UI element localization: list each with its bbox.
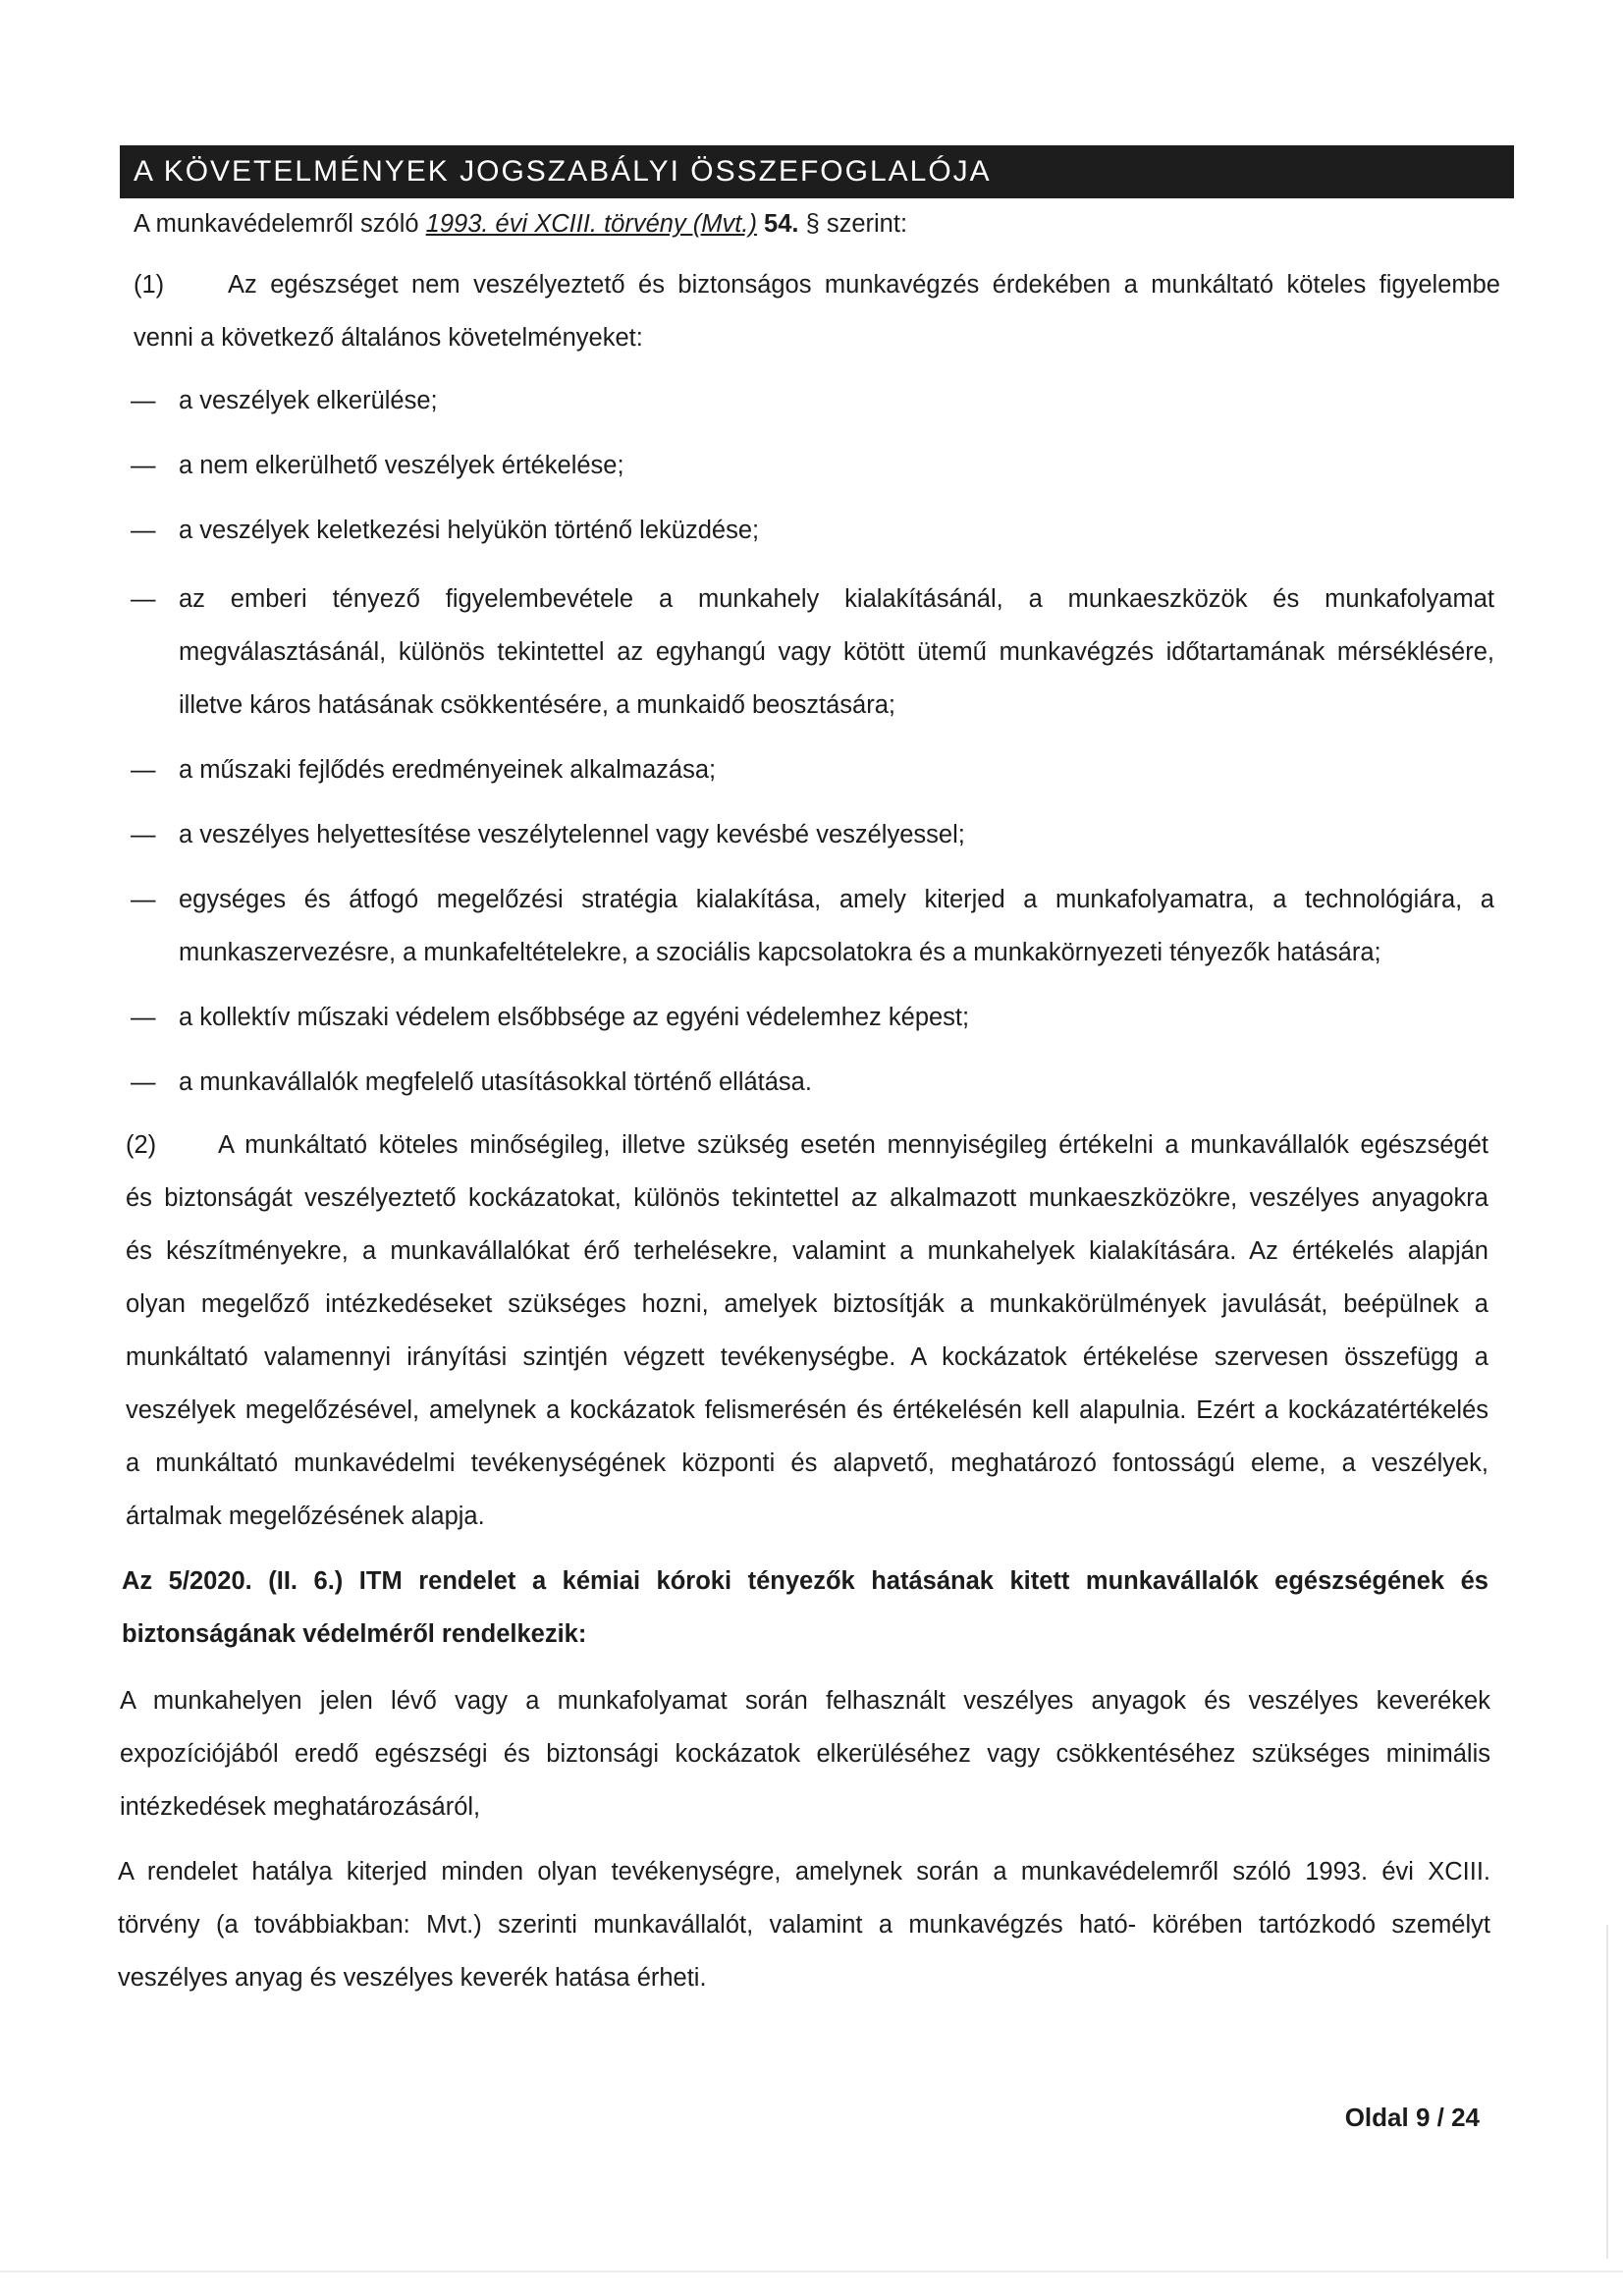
list-item-text: a veszélyek elkerülése;	[179, 387, 438, 414]
decree-paragraph-line: A munkahelyen jelen lévő vagy a munkafolyamat során felhasznált veszélyes anyagok és veszélyes keverékek	[120, 1687, 1490, 1715]
decree-heading: Az 5/2020. (II. 6.) ITM rendelet a kémiai kóroki tényezők hatásának kitett munkavállalók egészségének és	[122, 1567, 1488, 1595]
list-item-text: egységes és átfogó megelőzési stratégia kialakítása, amely kiterjed a munkafolyamatra, a technológiára, a	[179, 886, 1494, 913]
paragraph-2-number: (2)	[126, 1131, 157, 1159]
dash-bullet: —	[131, 452, 156, 479]
intro-after: § szerint:	[798, 210, 908, 238]
dash-bullet: —	[131, 517, 156, 544]
list-item-text: a kollektív műszaki védelem elsőbbsége az egyéni védelemhez képest;	[179, 1004, 970, 1031]
paragraph-2-line: veszélyek megelőzésével, amelynek a kockázatok felismerésén és értékelésén kell alapulnia. Ezért a kockázatértékelés	[126, 1396, 1488, 1424]
law-reference-link[interactable]: 1993. évi XCIII. törvény (Mvt.)	[425, 210, 757, 238]
list-item-text: a munkavállalók megfelelő utasításokkal történő ellátása.	[179, 1068, 812, 1096]
intro-before: A munkavédelemről szóló	[134, 210, 426, 238]
dash-bullet: —	[131, 1004, 156, 1031]
scope-paragraph-line: veszélyes anyag és veszélyes keverék hatása érheti.	[118, 1964, 707, 1992]
paragraph-2-line: olyan megelőző intézkedéseket szükséges hozni, amelyek biztosítják a munkakörülmények javulását, beépülnek a	[126, 1290, 1488, 1318]
list-item-text: a veszélyes helyettesítése veszélytelennel vagy kevésbé veszélyessel;	[179, 821, 965, 848]
list-item-text: az emberi tényező figyelembevétele a munkahely kialakításánál, a munkaeszközök és munkafolyamat	[179, 585, 1494, 613]
section-number: 54.	[756, 210, 799, 238]
paragraph-2-line: és készítményekre, a munkavállalókat érő terhelésekre, valamint a munkahelyek kialakítására. Az értékelés alapján	[126, 1237, 1488, 1265]
paragraph-1-line: venni a következő általános követelményeket:	[134, 324, 643, 352]
paragraph-2-line: és biztonságát veszélyeztető kockázatokat, különös tekintettel az alkalmazott munkaeszközökre, veszélyes anyagokra	[126, 1184, 1488, 1212]
paragraph-2-line: A munkáltató köteles minőségileg, illetve szükség esetén mennyiségileg értékelni a munkavállalók egészségét	[218, 1131, 1488, 1159]
scope-paragraph-line: törvény (a továbbiakban: Mvt.) szerinti munkavállalót, valamint a munkavégzés ható- körében tartózkodó személyt	[118, 1911, 1490, 1939]
dash-bullet: —	[131, 1068, 156, 1096]
list-item-text: a nem elkerülhető veszélyek értékelése;	[179, 452, 624, 479]
list-item-text: munkaszervezésre, a munkafeltételekre, a szociális kapcsolatokra és a munkakörnyezeti tényezők hatására;	[179, 939, 1381, 966]
paragraph-1-number: (1)	[134, 271, 165, 299]
page-number: Oldal 9 / 24	[1344, 2103, 1480, 2132]
list-item-text: megválasztásánál, különös tekintettel az egyhangú vagy kötött ütemű munkavégzés időtartamának mérséklésére,	[179, 638, 1494, 666]
scan-edge-bottom	[0, 2270, 1623, 2272]
decree-paragraph-line: expozíciójából eredő egészségi és biztonsági kockázatok elkerüléséhez vagy csökkentéséhez szükséges minimális	[120, 1740, 1490, 1768]
list-item-text: illetve káros hatásának csökkentésére, a munkaidő beosztására;	[179, 691, 895, 719]
paragraph-2-line: a munkáltató munkavédelmi tevékenységének központi és alapvető, meghatározó fontosságú eleme, a veszélyek,	[126, 1449, 1488, 1477]
decree-paragraph-line: intézkedések meghatározásáról,	[120, 1793, 481, 1821]
dash-bullet: —	[131, 387, 156, 414]
paragraph-1-line: Az egészséget nem veszélyeztető és biztonságos munkavégzés érdekében a munkáltató köteles figyelembe	[228, 271, 1500, 299]
dash-bullet: —	[131, 756, 156, 784]
intro-line	[134, 208, 907, 240]
list-item-text: a veszélyek keletkezési helyükön történő leküzdése;	[179, 517, 760, 544]
list-item-text: a műszaki fejlődés eredményeinek alkalmazása;	[179, 756, 717, 784]
dash-bullet: —	[131, 585, 156, 613]
paragraph-2-line: ártalmak megelőzésének alapja.	[126, 1503, 485, 1530]
scope-paragraph-line: A rendelet hatálya kiterjed minden olyan tevékenységre, amelynek során a munkavédelemről szóló 1993. évi XCIII.	[118, 1858, 1490, 1886]
section-heading: A KÖVETELMÉNYEK JOGSZABÁLYI ÖSSZEFOGLALÓJA	[120, 145, 1514, 198]
decree-heading: biztonságának védelméről rendelkezik:	[122, 1620, 587, 1648]
dash-bullet: —	[131, 821, 156, 848]
scan-edge-right	[1606, 1925, 1608, 2259]
paragraph-2-line: munkáltató valamennyi irányítási szintjén végzett tevékenységbe. A kockázatok értékelése szervesen összefügg a	[126, 1343, 1488, 1371]
dash-bullet: —	[131, 886, 156, 913]
